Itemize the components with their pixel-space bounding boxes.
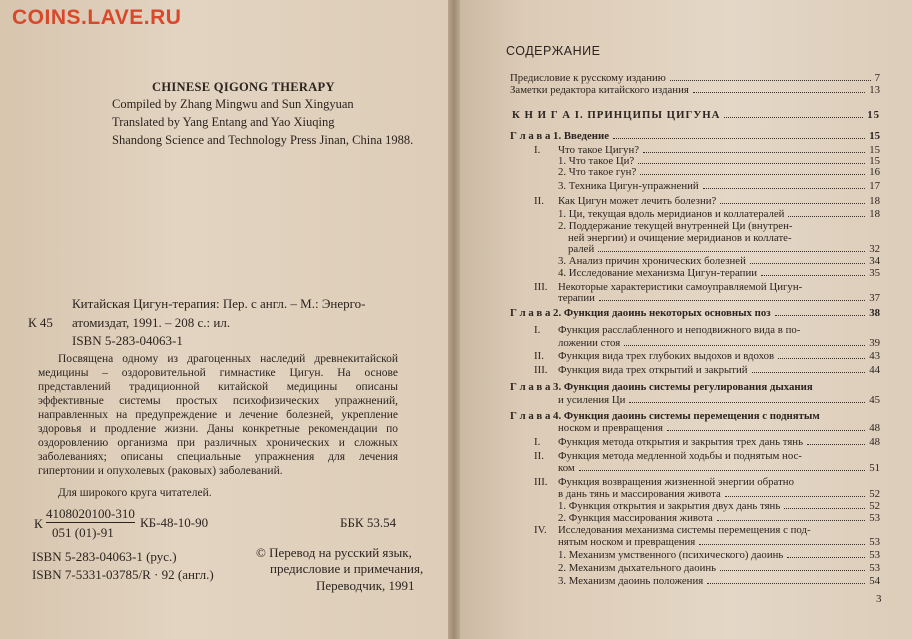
english-translated: Translated by Yang Entang and Yao Xiuqing <box>112 115 335 129</box>
toc-entry-label: 2. Функция массирования живота <box>558 512 713 524</box>
toc-title: СОДЕРЖАНИЕ <box>506 44 601 58</box>
toc-entry-label: Некоторые характеристики самоуправляемой Цигун- <box>558 281 803 293</box>
toc-entry-label: 4. Исследование механизма Цигун-терапии <box>558 267 758 279</box>
toc-entry-label: 2. Что такое гун? <box>558 166 637 178</box>
toc-entry-label: К Н И Г А I. ПРИНЦИПЫ ЦИГУНА <box>512 109 721 121</box>
toc-entry-page: 18 <box>869 208 880 220</box>
toc-entry-label: III. <box>534 281 548 293</box>
bib-line-1: Китайская Цигун-терапия: Пер. с англ. – М.: Энерго- <box>72 296 366 311</box>
toc-entry-page: 39 <box>869 337 880 349</box>
toc-entry-label: Функция метода медленной ходьбы и поднятым нос- <box>558 450 802 462</box>
toc-entry-label: IV. <box>534 524 547 536</box>
catalog-kb: КБ-48-10-90 <box>140 515 209 530</box>
toc-leader-dots <box>750 263 865 264</box>
toc-entry-label: Функция метода открытия и закрытия трех дань тянь <box>558 436 804 448</box>
copyright-line-2: предисловие и примечания, <box>270 561 424 576</box>
copyright-line-1: © Перевод на русский язык, <box>256 545 412 560</box>
toc-entry-page: 53 <box>869 512 880 524</box>
toc-entry-page: 54 <box>869 575 880 587</box>
toc-leader-dots <box>599 300 865 301</box>
toc-leader-dots <box>579 470 865 471</box>
toc-leader-dots <box>775 315 866 316</box>
toc-entry-page: 7 <box>874 72 880 84</box>
toc-entry-page: 48 <box>869 422 880 434</box>
toc-entry-label: II. <box>534 450 544 462</box>
book-gutter <box>448 0 460 639</box>
toc-entry-label: Г л а в а 1. Введение <box>510 130 610 142</box>
toc-entry-page: 53 <box>869 562 880 574</box>
toc-entry-label: III. <box>534 364 548 376</box>
toc-entry-label: ком <box>558 462 575 474</box>
toc-entry-label: Заметки редактора китайского издания <box>510 84 689 96</box>
toc-leader-dots <box>670 80 871 81</box>
toc-leader-dots <box>778 358 865 359</box>
bib-code: К 45 <box>28 315 53 330</box>
catalog-bbk: ББК 53.54 <box>340 515 397 530</box>
toc-leader-dots <box>724 117 863 118</box>
watermark: COINS.LAVE.RU <box>12 6 182 29</box>
toc-entry-label: 3. Механизм даоинь положения <box>558 575 704 587</box>
toc-leader-dots <box>717 520 865 521</box>
toc-entry-page: 15 <box>869 155 880 167</box>
toc-leader-dots <box>788 216 865 217</box>
toc-entry-page: 53 <box>869 549 880 561</box>
toc-leader-dots <box>720 203 865 204</box>
toc-entry-label: Предисловие к русскому изданию <box>510 72 666 84</box>
toc-entry-page: 17 <box>869 180 880 192</box>
toc-leader-dots <box>638 163 865 164</box>
toc-leader-dots <box>643 152 865 153</box>
toc-leader-dots <box>693 92 865 93</box>
toc-entry-label: 3. Техника Цигун-упражнений <box>558 180 699 192</box>
english-title: CHINESE QIGONG THERAPY <box>152 80 335 94</box>
toc-entry-label: 1. Что такое Ци? <box>558 155 635 167</box>
toc-entry-label: 2. Поддержание текущей внутренней Ци (внутрен- <box>558 220 793 232</box>
toc-leader-dots <box>720 570 865 571</box>
toc-entry-page: 18 <box>869 195 880 207</box>
toc-entry-label: и усиления Ци <box>558 394 626 406</box>
toc-entry-page: 16 <box>869 166 880 178</box>
toc-entry-label: 3. Анализ причин хронических болезней <box>558 255 746 267</box>
english-compiled: Compiled by Zhang Mingwu and Sun Xingyuan <box>112 97 354 111</box>
toc-entry-label: Г л а в а 2. Функция даоинь некоторых основных поз <box>510 307 771 319</box>
toc-entry-label: терапии <box>558 292 595 304</box>
bib-isbn: ISBN 5-283-04063-1 <box>72 333 183 348</box>
toc-entry-page: 15 <box>869 130 880 142</box>
catalog-k: К <box>34 516 43 531</box>
toc-entry-label: 1. Механизм умственного (психического) даоинь <box>558 549 784 561</box>
page-number: 3 <box>876 593 882 605</box>
isbn-eng: ISBN 7-5331-03785/R · 92 (англ.) <box>32 567 214 582</box>
toc-entry-page: 15 <box>867 109 880 121</box>
toc-entry-page: 52 <box>869 488 880 500</box>
annotation <box>38 352 398 500</box>
annotation-audience: Для широкого круга читателей. <box>58 487 212 499</box>
toc-entry-page: 45 <box>869 394 880 406</box>
toc-entry-page: 32 <box>869 243 880 255</box>
toc-entry-label: I. <box>534 324 541 336</box>
toc-leader-dots <box>699 544 865 545</box>
toc-entry-page: 13 <box>869 84 880 96</box>
toc-entry-label: Г л а в а 4. Функция даоинь системы перемещения с поднятым <box>510 410 820 422</box>
english-publisher: Shandong Science and Technology Press Jinan, China 1988. <box>112 133 414 147</box>
toc-entry-label: I. <box>534 436 541 448</box>
toc-entry-label: в дань тянь и массирования живота <box>558 488 721 500</box>
annotation-text: Посвящена одному из драгоценных наследий древнекитайской медицины – оздоровительной гимнастике Цигун. На основе представлений традиционной китайской медицины описаны эффективные системы простых психофизических упражнений, направленных на предупреждение и лечение болезней, укрепление здоровья и продление жизни. Даны конкретные рекомендации по оздоровлению организма при различных хронических и сложных заболеваниях; описаны специальные упражнения для лечения гипертонии и опухолевых (раковых) заболеваний. <box>38 353 398 477</box>
toc-leader-dots <box>784 508 865 509</box>
toc-leader-dots <box>624 345 865 346</box>
toc-entry-page: 52 <box>869 500 880 512</box>
toc-entry-label: 2. Механизм дыхательного даоинь <box>558 562 717 574</box>
toc-entry-label: Функция вида трех глубоких выдохов и вдохов <box>558 350 775 362</box>
toc-entry-label: III. <box>534 476 548 488</box>
toc-leader-dots <box>725 496 865 497</box>
toc-entry-label: нятым носком и превращения <box>558 536 696 548</box>
copyright-line-3: Переводчик, 1991 <box>316 578 415 593</box>
toc-leader-dots <box>761 275 865 276</box>
toc-entry-label: Функция вида трех открытий и закрытий <box>558 364 748 376</box>
toc-entry-page: 53 <box>869 536 880 548</box>
toc-entry-page: 15 <box>869 144 880 156</box>
toc-entry-page: 38 <box>869 307 880 319</box>
toc-entry-label: ложении стоя <box>558 337 621 349</box>
toc-entry-label: ралей <box>568 243 595 255</box>
toc-leader-dots <box>707 583 865 584</box>
toc-entry-page: 51 <box>869 462 880 474</box>
toc-entry-label: 1. Ци, текущая вдоль меридианов и коллатералей <box>558 208 785 220</box>
toc-leader-dots <box>613 138 865 139</box>
toc-entry-label: Что такое Цигун? <box>558 144 640 156</box>
toc-entry-label: II. <box>534 195 544 207</box>
toc-entry-label: Как Цигун может лечить болезни? <box>558 195 717 207</box>
catalog-denominator: 051 (01)-91 <box>52 525 114 540</box>
toc-leader-dots <box>640 174 865 175</box>
toc-leader-dots <box>598 251 865 252</box>
toc-leader-dots <box>752 372 866 373</box>
toc-entry-page: 34 <box>869 255 880 267</box>
toc-entry-page: 37 <box>869 292 880 304</box>
toc-entry-page: 35 <box>869 267 880 279</box>
toc-entry-label: II. <box>534 350 544 362</box>
toc-entry-label: носком и превращения <box>558 422 664 434</box>
toc-leader-dots <box>787 557 865 558</box>
toc-leader-dots <box>807 444 865 445</box>
toc-leader-dots <box>629 402 865 403</box>
isbn-rus: ISBN 5-283-04063-1 (рус.) <box>32 549 177 564</box>
toc-entry-page: 48 <box>869 436 880 448</box>
toc-leader-dots <box>703 188 866 189</box>
toc-leader-dots <box>667 430 865 431</box>
toc-entry-label: Функция возвращения жизненной энергии обратно <box>558 476 794 488</box>
toc-entry-label: Исследования механизма системы перемещения с под- <box>558 524 811 536</box>
toc-entry-label: Г л а в а 3. Функция даоинь системы регулирования дыхания <box>510 381 813 393</box>
toc-entry-label: Функция расслабленного и неподвижного вида в по- <box>558 324 801 336</box>
toc-entry-label: I. <box>534 144 541 156</box>
toc-entry-label: ней энергии) и очищение меридианов и коллате- <box>568 232 792 244</box>
bib-line-2: атомиздат, 1991. – 208 с.: ил. <box>72 315 231 330</box>
toc-entry-label: 1. Функция открытия и закрытия двух дань тянь <box>558 500 781 512</box>
toc-entry-page: 43 <box>869 350 880 362</box>
catalog-numerator: 4108020100-310 <box>46 506 135 521</box>
toc-entry-page: 44 <box>869 364 880 376</box>
